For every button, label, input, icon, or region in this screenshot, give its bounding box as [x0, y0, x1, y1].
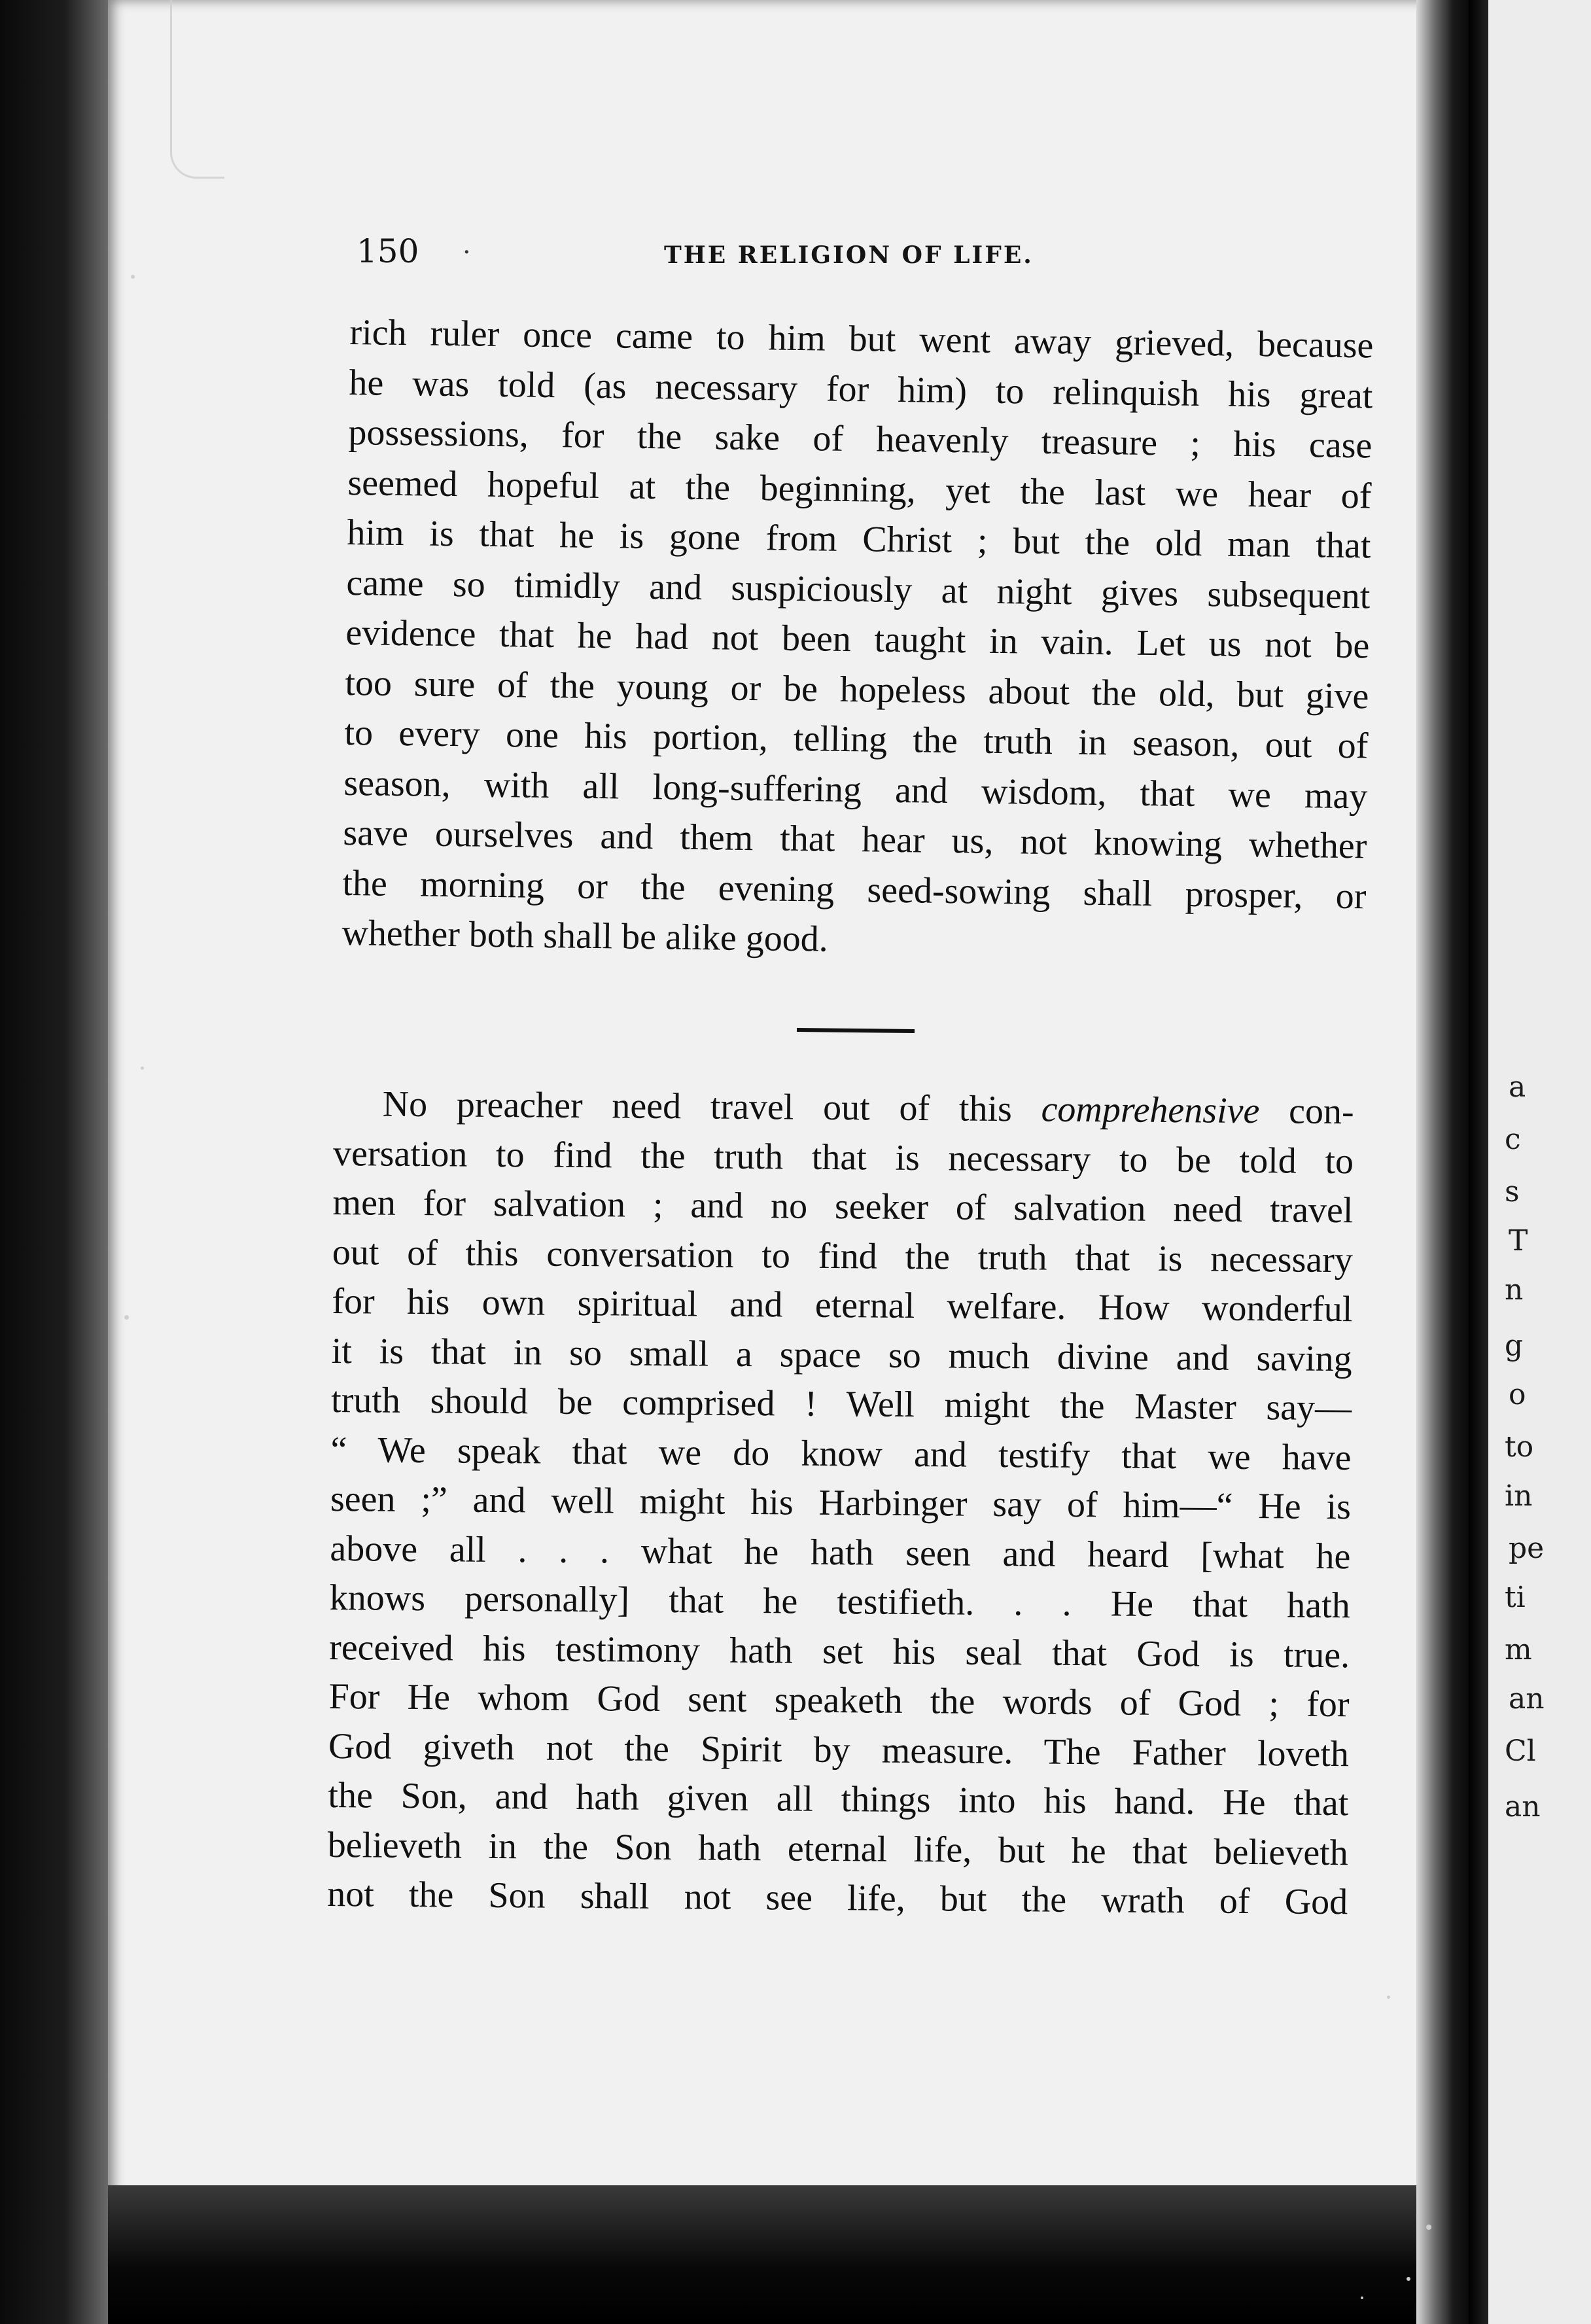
scan-speck — [124, 1315, 129, 1320]
text-line: season, with all long-suffering and wisdom, that we may — [343, 762, 1368, 817]
text-run: con- — [1259, 1091, 1354, 1133]
facing-page-fragment: c — [1505, 1123, 1521, 1156]
text-line: God giveth not the Spirit by measure. The Father loveth — [328, 1725, 1350, 1774]
text-line: not the Son shall not see life, but the wrath of God — [326, 1873, 1348, 1923]
running-head-dot: · — [463, 238, 471, 268]
text-line: above all . . . what he hath seen and heard [what he — [330, 1528, 1351, 1577]
paragraph-continuation — [341, 308, 1374, 972]
facing-page-fragment: in — [1505, 1479, 1533, 1513]
facing-page-fragment: an — [1509, 1682, 1545, 1716]
facing-page-fragment: n — [1505, 1273, 1524, 1307]
scan-speck — [1361, 2297, 1363, 2299]
text-line: possessions, for the sake of heavenly treasure ; his case — [348, 412, 1372, 467]
text-line: rich ruler once came to him but went away grieved, because — [349, 311, 1374, 366]
text-line: to every one his portion, telling the truth in season, out of — [344, 712, 1369, 767]
text-line: too sure of the young or be hopeless about the old, but give — [345, 662, 1369, 716]
scan-speck — [1426, 2225, 1431, 2230]
text-line: seemed hopeful at the beginning, yet the last we hear of — [347, 462, 1372, 516]
text-run: No preacher need travel out of this — [382, 1083, 1041, 1130]
running-head — [357, 232, 1416, 278]
scan-speck — [131, 275, 135, 279]
text-line: out of this conversation to find the truth that is necessary — [332, 1231, 1354, 1280]
text-line: for his own spiritual and eternal welfare. How wonderful — [332, 1280, 1353, 1330]
running-head-title: THE RELIGION OF LIFE. — [664, 241, 1034, 269]
facing-page-fragment: ti — [1505, 1581, 1526, 1614]
paragraph — [327, 1080, 1354, 1928]
text-line: seen ;” and well might his Harbinger say of him—“ He is — [330, 1478, 1352, 1528]
scan-mark — [170, 0, 224, 179]
text-line: the Son, and hath given all things into his hand. He that — [328, 1774, 1349, 1824]
facing-page-gutter — [1469, 0, 1488, 2324]
text-line: whether both shall be alike good. — [341, 912, 829, 960]
text-line: came so timidly and suspiciously at night gives subsequent — [346, 562, 1371, 616]
page-bottom-shadow — [108, 2185, 1475, 2324]
text-line: the morning or the evening seed-sowing shall prosper, or — [342, 862, 1367, 917]
text-line: For He whom God sent speaketh the words of God ; for — [328, 1676, 1350, 1725]
text-line: received his testimony hath set his seal that God is true. — [328, 1627, 1350, 1676]
facing-page-fragment: Cl — [1505, 1734, 1536, 1768]
facing-page-fragment: g — [1505, 1329, 1524, 1362]
facing-page-fragment: o — [1509, 1378, 1526, 1411]
scan-speck — [141, 1066, 144, 1070]
page-number: 150 — [357, 232, 419, 270]
scan-speck — [1387, 1996, 1390, 1999]
book-spine — [1416, 0, 1469, 2324]
text-line: “ We speak that we do know and testify that we have — [330, 1429, 1352, 1478]
left-page-edge — [0, 0, 108, 2324]
text-line: it is that in so small a space so much divine and saving — [331, 1330, 1352, 1379]
text-line: versation to find the truth that is necessary to be told to — [332, 1133, 1354, 1182]
text-line: truth should be comprised ! Well might the Master say— — [330, 1379, 1352, 1429]
text-line: save ourselves and them that hear us, not knowing whether — [343, 812, 1367, 867]
facing-page-fragment: an — [1505, 1790, 1541, 1823]
facing-page-fragment: T — [1509, 1224, 1528, 1258]
text-line: evidence that he had not been taught in vain. Let us not be — [345, 612, 1370, 667]
facing-page-fragment: m — [1505, 1633, 1532, 1666]
text-line: he was told (as necessary for him) to relinquish his great — [349, 362, 1373, 416]
text-line: men for salvation ; and no seeker of salvation need travel — [332, 1182, 1354, 1231]
scan-speck — [1407, 2277, 1410, 2281]
italic-word: comprehensive — [1041, 1089, 1260, 1132]
text-line: him is that he is gone from Christ ; but the old man that — [347, 512, 1371, 567]
facing-page-fragment: a — [1509, 1070, 1526, 1104]
facing-page-fragment: to — [1505, 1430, 1534, 1464]
facing-page-fragment: pe — [1509, 1532, 1545, 1565]
text-line: knows personally] that he testifieth. . . He that hath — [329, 1577, 1350, 1627]
facing-page-fragment: s — [1505, 1175, 1520, 1208]
text-line-first — [333, 1080, 1354, 1137]
text-line: believeth in the Son hath eternal life, but he that believeth — [327, 1824, 1349, 1873]
